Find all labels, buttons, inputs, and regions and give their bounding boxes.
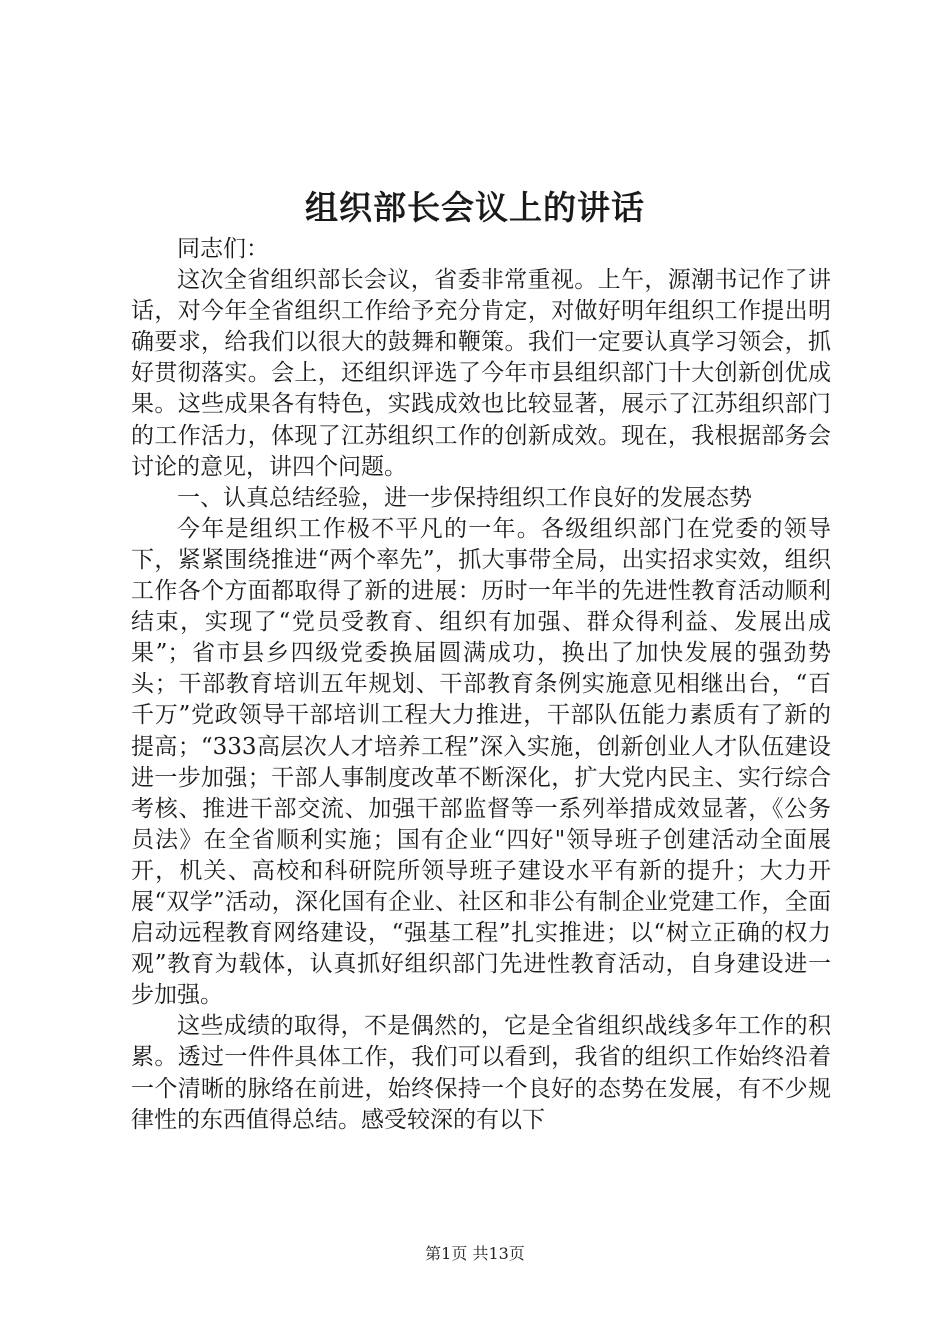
- paragraph-achievements: 今年是组织工作极不平凡的一年。各级组织部门在党委的领导下，紧紧围绕推进“两个率先”，抓大事带全局，出实招求实效，组织工作各个方面都取得了新的进展：历时一年半的先进性教育活动顺利结束，实现了“党员受教育、组织有加强、群众得利益、发展出成果”；省市县乡四级党委换届圆满成功，换出了加快发展的强劲势头；干部教育培训五年规划、干部教育条例实施意见相继出台，“百千万”党政领导干部培训工程大力推进，干部队伍能力素质有了新的提高；“333高层次人才培养工程”深入实施，创新创业人才队伍建设进一步加强；干部人事制度改革不断深化，扩大党内民主、实行综合考核、推进干部交流、加强干部监督等一系列举措成效显著，《公务员法》在全省顺利实施；国有企业“四好"领导班子创建活动全面展开，机关、高校和科研院所领导班子建设水平有新的提升；大力开展“双学”活动，深化国有企业、社区和非公有制企业党建工作，全面启动远程教育网络建设，“强基工程”扎实推进；以“树立正确的权力观”教育为载体，认真抓好组织部门先进性教育活动，自身建设进一步加强。: [131, 515, 831, 1009]
- document-title: 组织部长会议上的讲话: [305, 188, 645, 227]
- paragraph-summary: 这些成绩的取得，不是偶然的，它是全省组织战线多年工作的积累。透过一件件具体工作，我们可以看到，我省的组织工作始终沿着一个清晰的脉络在前进，始终保持一个良好的态势在发展，有不少规律性的东西值得总结。感受较深的有以下: [131, 1013, 831, 1133]
- paragraph-salutation: 同志们：: [177, 236, 269, 262]
- section-heading-1: 一、认真总结经验，进一步保持组织工作良好的发展态势: [177, 484, 752, 511]
- paragraph-intro: 这次全省组织部长会议，省委非常重视。上午，源潮书记作了讲话，对今年全省组织工作给予充分肯定，对做好明年组织工作提出明确要求，给我们以很大的鼓舞和鞭策。我们一定要认真学习领会，抓好贯彻落实。会上，还组织评选了今年市县组织部门十大创新创优成果。这些成果各有特色，实践成效也比较显著，展示了江苏组织部门的工作活力，体现了江苏组织工作的创新成效。现在，我根据部务会讨论的意见，讲四个问题。: [131, 267, 831, 480]
- page-number-footer: 第1页 共13页: [425, 1244, 525, 1263]
- document-body: [131, 234, 831, 1136]
